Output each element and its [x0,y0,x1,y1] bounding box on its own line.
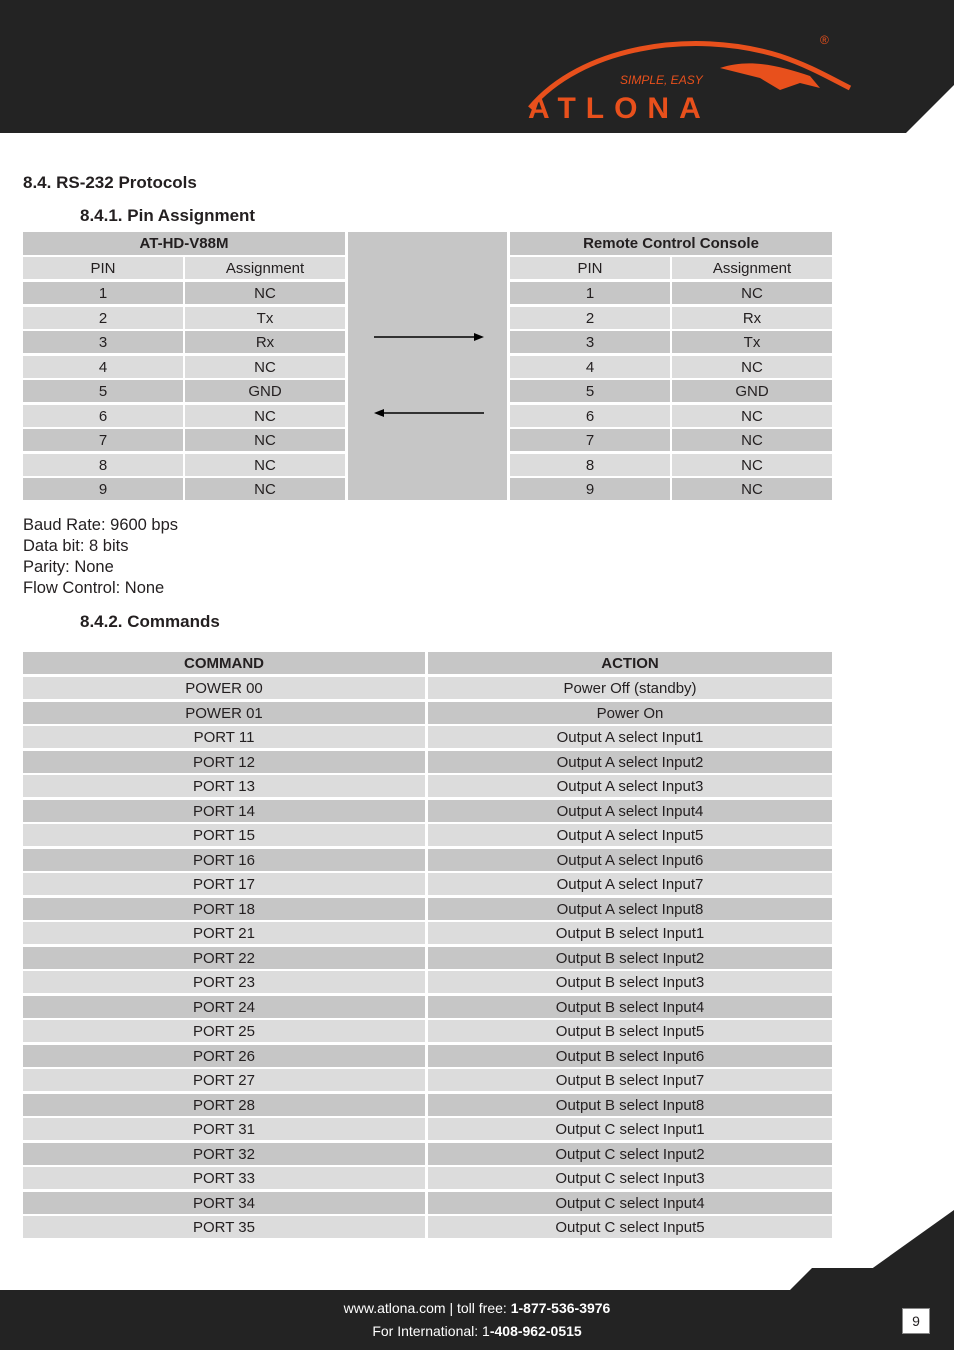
left-pin-cell: 3 [23,331,183,353]
serial-settings [23,515,178,599]
action-cell: Power On [428,702,832,724]
command-cell: PORT 15 [23,824,425,846]
right-pin-cell: 3 [510,331,670,353]
right-pin-cell: 8 [510,454,670,476]
left-assignment-cell: NC [185,429,345,451]
command-cell: PORT 14 [23,800,425,822]
left-pin-cell: 5 [23,380,183,402]
action-cell: Output B select Input4 [428,996,832,1018]
command-cell: PORT 28 [23,1094,425,1116]
action-cell: Output A select Input5 [428,824,832,846]
registered-mark: ® [820,33,829,47]
right-pin-cell: 5 [510,380,670,402]
footer-bar [0,1290,954,1350]
command-cell: PORT 17 [23,873,425,895]
international-phone: -408-962-0515 [489,1323,582,1339]
left-assignment-cell: NC [185,356,345,378]
tx-rx-arrows [370,330,490,420]
left-pin-cell: 7 [23,429,183,451]
left-assignment-cell: Tx [185,307,345,329]
command-cell: PORT 25 [23,1020,425,1042]
logo-wordmark: ATLONA [528,92,711,125]
action-cell: Output A select Input1 [428,726,832,748]
international-label: For International: 1 [372,1323,490,1339]
right-assignment-cell: NC [672,454,832,476]
command-cell: PORT 22 [23,947,425,969]
action-cell: Output B select Input5 [428,1020,832,1042]
data-bits: Data bit: 8 bits [23,537,129,555]
action-cell: Output A select Input8 [428,898,832,920]
right-assignment-cell: NC [672,429,832,451]
command-cell: PORT 34 [23,1192,425,1214]
page-number: 9 [902,1308,930,1334]
command-cell: PORT 32 [23,1143,425,1165]
left-assignment-cell: NC [185,478,345,500]
action-cell: Output A select Input4 [428,800,832,822]
left-assignment-cell: Rx [185,331,345,353]
right-pin-cell: 4 [510,356,670,378]
footer-contact-line [0,1300,954,1316]
action-cell: Output B select Input2 [428,947,832,969]
flow-control: Flow Control: None [23,579,165,597]
action-cell: Output A select Input6 [428,849,832,871]
left-assignment-cell: NC [185,405,345,427]
left-pin-cell: 1 [23,282,183,304]
action-cell: Output C select Input5 [428,1216,832,1238]
arrow-left-icon [374,409,384,417]
action-cell: Output B select Input3 [428,971,832,993]
command-cell: PORT 13 [23,775,425,797]
command-cell: PORT 33 [23,1167,425,1189]
right-pin-cell: 9 [510,478,670,500]
right-pin-cell: 6 [510,405,670,427]
right-assignment-cell: Tx [672,331,832,353]
right-col-assignment-header: Assignment [672,257,832,279]
right-pin-cell: 1 [510,282,670,304]
right-assignment-cell: NC [672,282,832,304]
action-column-header: ACTION [428,652,832,674]
command-cell: PORT 11 [23,726,425,748]
action-cell: Output B select Input8 [428,1094,832,1116]
action-cell: Output A select Input7 [428,873,832,895]
command-cell: PORT 27 [23,1069,425,1091]
right-assignment-cell: GND [672,380,832,402]
section-title: 8.4. RS-232 Protocols [23,173,197,192]
parity: Parity: None [23,558,114,576]
action-cell: Output A select Input2 [428,751,832,773]
atlona-logo [520,28,860,128]
left-pin-cell: 8 [23,454,183,476]
action-cell: Power Off (standby) [428,677,832,699]
command-cell: PORT 12 [23,751,425,773]
command-cell: PORT 21 [23,922,425,944]
right-device-header: Remote Control Console [510,232,832,255]
action-cell: Output C select Input2 [428,1143,832,1165]
action-cell: Output B select Input7 [428,1069,832,1091]
command-cell: PORT 24 [23,996,425,1018]
footer-international-line [0,1323,954,1339]
command-cell: PORT 16 [23,849,425,871]
left-assignment-cell: GND [185,380,345,402]
commands-title: 8.4.2. Commands [80,612,220,631]
left-pin-cell: 2 [23,307,183,329]
right-assignment-cell: NC [672,356,832,378]
action-cell: Output C select Input3 [428,1167,832,1189]
right-pin-cell: 7 [510,429,670,451]
action-cell: Output C select Input1 [428,1118,832,1140]
left-pin-cell: 6 [23,405,183,427]
command-cell: PORT 26 [23,1045,425,1067]
pin-assignment-title: 8.4.1. Pin Assignment [80,206,256,225]
left-pin-cell: 9 [23,478,183,500]
left-assignment-cell: NC [185,454,345,476]
command-cell: PORT 23 [23,971,425,993]
baud-rate: Baud Rate: 9600 bps [23,516,179,534]
logo-tagline: SIMPLE, EASY [620,73,703,87]
left-col-assignment-header: Assignment [185,257,345,279]
right-assignment-cell: NC [672,478,832,500]
action-cell: Output B select Input1 [428,922,832,944]
right-assignment-cell: NC [672,405,832,427]
tollfree-phone: 1-877-536-3976 [510,1300,611,1316]
right-pin-cell: 2 [510,307,670,329]
command-column-header: COMMAND [23,652,425,674]
command-cell: PORT 35 [23,1216,425,1238]
action-cell: Output B select Input6 [428,1045,832,1067]
left-pin-cell: 4 [23,356,183,378]
arrow-right-icon [474,333,484,341]
website-and-tollfree-label: www.atlona.com | toll free: [343,1300,511,1316]
command-cell: PORT 18 [23,898,425,920]
right-assignment-cell: Rx [672,307,832,329]
action-cell: Output C select Input4 [428,1192,832,1214]
right-col-pin-header: PIN [510,257,670,279]
action-cell: Output A select Input3 [428,775,832,797]
left-col-pin-header: PIN [23,257,183,279]
left-device-header: AT-HD-V88M [23,232,345,255]
command-cell: POWER 01 [23,702,425,724]
left-assignment-cell: NC [185,282,345,304]
command-cell: PORT 31 [23,1118,425,1140]
command-cell: POWER 00 [23,677,425,699]
